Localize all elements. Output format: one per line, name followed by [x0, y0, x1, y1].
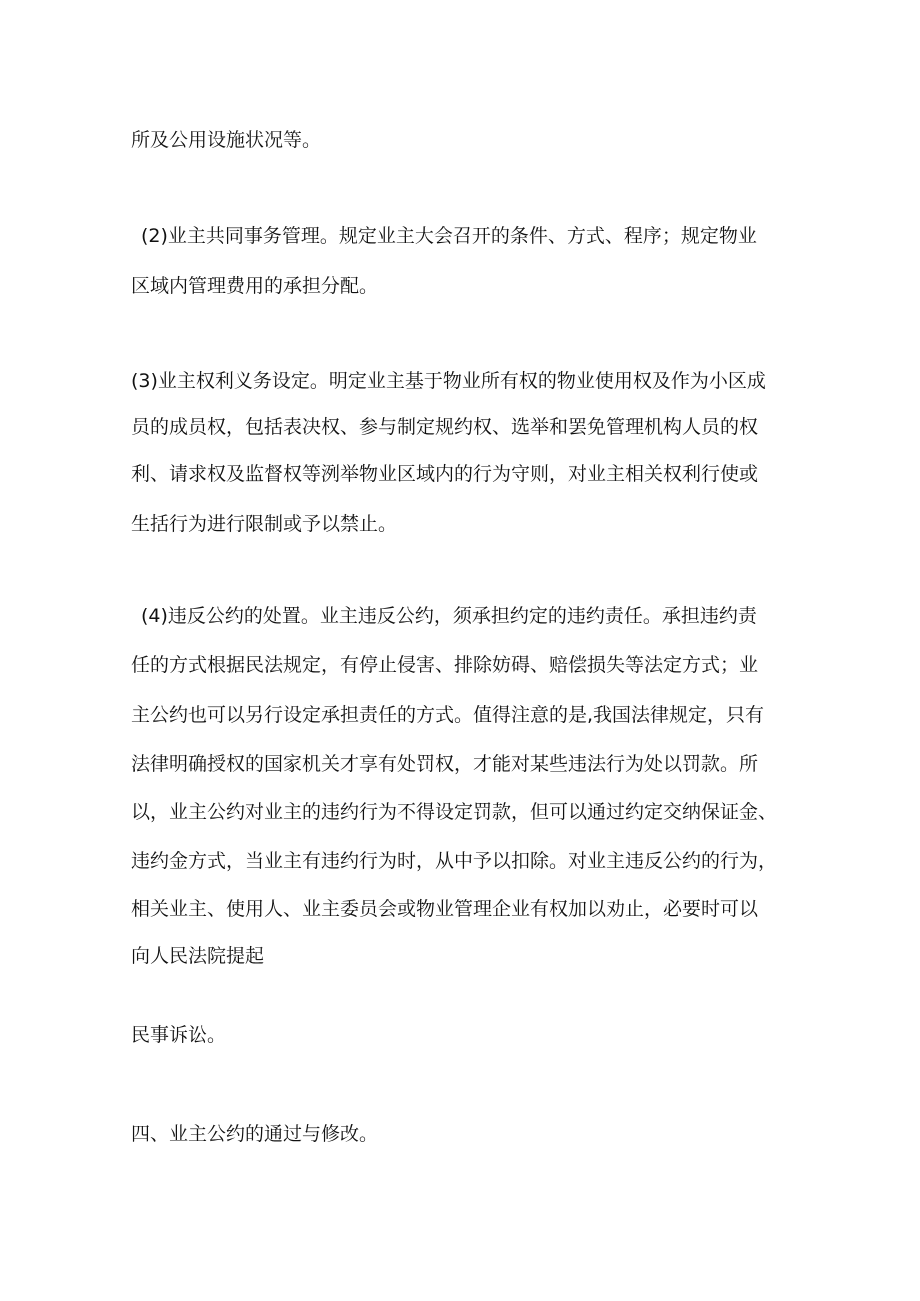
paragraph-3-line-4: 生括行为进行限制或予以禁止。	[131, 513, 398, 535]
paragraph-4-line-6: 违约金方式，当业主有违约行为时，从中予以扣除。对业主违反公约的行为，	[131, 850, 778, 872]
paragraph-4-line-4: 法律明确授权的国家机关才享有处罚权，才能对某些违法行为处以罚款。所	[131, 753, 759, 775]
paragraph-3-line-2: 员的成员权，包括表决权、参与制定规约权、选举和罢免管理机构人员的权	[131, 416, 759, 438]
paragraph-4-line-3: 主公约也可以另行设定承担责任的方式。值得注意的是,我国法律规定，只有	[131, 704, 765, 726]
paragraph-3-line-3: 利、请求权及监督权等洌举物业区域内的行为守则，对业主相关权利行使或	[131, 463, 759, 485]
paragraph-1-line-1: 所及公用设施状况等。	[131, 129, 322, 151]
paragraph-4-line-5: 以，业主公约对业主的违约行为不得设定罚款，但可以通过约定交纳保证金、	[131, 801, 778, 823]
paragraph-4-line-7: 相关业主、使用人、业主委员会或物业管理企业有权加以劝止，必要时可以	[131, 898, 759, 920]
paragraph-4-line-1: (4)违反公约的处置。业主违反公约，须承担约定的违约责任。承担违约责	[141, 605, 757, 627]
paragraph-2-line-1: (2)业主共同事务管理。规定业主大会召开的条件、方式、程序；规定物业	[141, 225, 757, 247]
paragraph-5-line-1: 民事诉讼。	[131, 1024, 227, 1046]
paragraph-4-line-2: 任的方式根据民法规定，有停止侵害、排除妨碍、赔偿损失等法定方式；业	[131, 654, 759, 676]
paragraph-4-line-8: 向人民法院提起	[131, 945, 265, 967]
section-heading-4: 四、业主公约的通过与修改。	[131, 1123, 379, 1145]
paragraph-2-line-2: 区域内管理费用的承担分配。	[131, 275, 379, 297]
paragraph-3-line-1: (3)业主权利义务设定。明定业主基于物业所有权的物业使用权及作为小区成	[131, 370, 766, 392]
